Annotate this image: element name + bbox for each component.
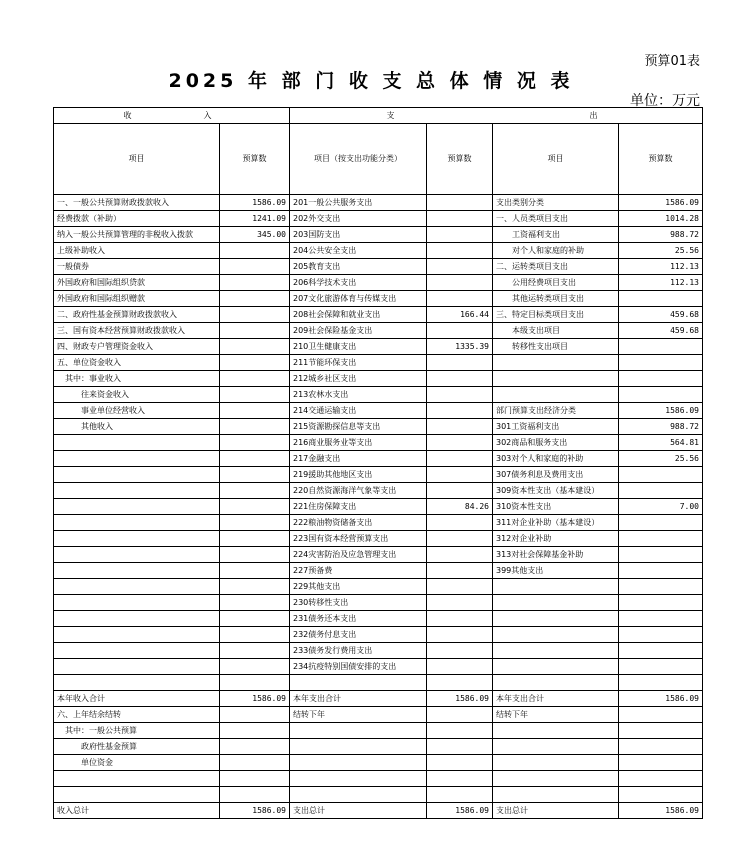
blank-row — [54, 787, 703, 803]
func-value-cell — [427, 195, 493, 211]
table-row — [54, 339, 703, 355]
carry-func-value — [427, 739, 493, 755]
expense-item-cell: 399其他支出 — [493, 563, 619, 579]
income-item-cell: 外国政府和国际组织赠款 — [54, 291, 220, 307]
table-row — [54, 499, 703, 515]
income-value-cell — [220, 307, 290, 323]
expense-item-cell: 二、运转类项目支出 — [493, 259, 619, 275]
carry-expense-value — [619, 755, 703, 771]
expense-value-cell: 988.72 — [619, 227, 703, 243]
income-total-label: 本年收入合计 — [54, 691, 220, 707]
func-value-cell — [427, 643, 493, 659]
table-row — [54, 403, 703, 419]
expense-value-cell: 25.56 — [619, 243, 703, 259]
income-item-cell — [54, 435, 220, 451]
func-value-cell — [427, 323, 493, 339]
blank-cell — [427, 771, 493, 787]
func-item-cell: 224灾害防治及应急管理支出 — [290, 547, 427, 563]
expense-value-cell — [619, 627, 703, 643]
income-item-cell: 四、财政专户管理资金收入 — [54, 339, 220, 355]
func-item-cell: 221住房保障支出 — [290, 499, 427, 515]
unit-label: 单位：万元 — [630, 93, 700, 109]
income-item-cell: 三、国有资本经营预算财政拨款收入 — [54, 323, 220, 339]
income-value-cell — [220, 387, 290, 403]
blank-cell — [619, 771, 703, 787]
grand-total-row — [54, 803, 703, 819]
expense-item-cell — [493, 627, 619, 643]
expense-value-cell: 1014.28 — [619, 211, 703, 227]
income-item-cell: 上级补助收入 — [54, 243, 220, 259]
blank-row — [54, 675, 703, 691]
expense-value-cell: 7.00 — [619, 499, 703, 515]
carry-row — [54, 739, 703, 755]
func-value-cell — [427, 515, 493, 531]
func-value-cell — [427, 403, 493, 419]
blank-row — [54, 771, 703, 787]
income-item-cell — [54, 499, 220, 515]
table-row — [54, 227, 703, 243]
expense-header-right: 出 — [589, 110, 606, 120]
expense-item-cell — [493, 643, 619, 659]
income-item-cell: 纳入一般公共预算管理的非税收入拨款 — [54, 227, 220, 243]
income-value-cell — [220, 643, 290, 659]
carry-func-label — [290, 739, 427, 755]
expense-item-cell: 309资本性支出（基本建设） — [493, 483, 619, 499]
func-value-cell: 166.44 — [427, 307, 493, 323]
table-row — [54, 515, 703, 531]
func-item-cell: 201一般公共服务支出 — [290, 195, 427, 211]
income-value-cell — [220, 627, 290, 643]
expense-item-cell: 310资本性支出 — [493, 499, 619, 515]
blank-cell — [54, 771, 220, 787]
expense-item-header: 项目 — [493, 124, 619, 195]
expense-budget-header: 预算数 — [619, 124, 703, 195]
carry-income-value — [220, 707, 290, 723]
income-item-cell: 二、政府性基金预算财政拨款收入 — [54, 307, 220, 323]
blank-cell — [54, 675, 220, 691]
income-item-cell — [54, 531, 220, 547]
expense-item-cell: 其他运转类项目支出 — [493, 291, 619, 307]
carry-income-label: 六、上年结余结转 — [54, 707, 220, 723]
blank-cell — [493, 771, 619, 787]
func-value-cell — [427, 467, 493, 483]
func-value-cell — [427, 611, 493, 627]
func-grand-label: 支出总计 — [290, 803, 427, 819]
expense-item-cell — [493, 371, 619, 387]
carry-income-label: 单位资金 — [54, 755, 220, 771]
income-item-cell — [54, 643, 220, 659]
expense-value-cell: 459.68 — [619, 307, 703, 323]
table-row — [54, 275, 703, 291]
table-row — [54, 211, 703, 227]
carry-expense-value — [619, 723, 703, 739]
func-item-cell: 216商业服务业等支出 — [290, 435, 427, 451]
expense-header-left: 支 — [386, 110, 403, 120]
func-value-cell — [427, 227, 493, 243]
blank-cell — [54, 787, 220, 803]
income-value-cell — [220, 515, 290, 531]
func-item-header: 项目（按支出功能分类） — [290, 124, 427, 195]
expense-grand-label: 支出总计 — [493, 803, 619, 819]
expense-value-cell: 112.13 — [619, 275, 703, 291]
income-value-cell — [220, 563, 290, 579]
func-value-cell — [427, 355, 493, 371]
table-row — [54, 451, 703, 467]
func-value-cell — [427, 659, 493, 675]
income-value-cell: 1586.09 — [220, 195, 290, 211]
expense-item-cell: 307债务利息及费用支出 — [493, 467, 619, 483]
table-row — [54, 419, 703, 435]
func-item-cell: 202外交支出 — [290, 211, 427, 227]
expense-item-cell: 一、人员类项目支出 — [493, 211, 619, 227]
income-value-cell — [220, 403, 290, 419]
income-item-cell: 五、单位资金收入 — [54, 355, 220, 371]
func-item-cell: 214交通运输支出 — [290, 403, 427, 419]
func-value-cell — [427, 243, 493, 259]
func-item-cell: 205教育支出 — [290, 259, 427, 275]
blank-cell — [290, 675, 427, 691]
expense-total-value: 1586.09 — [619, 691, 703, 707]
expense-value-cell — [619, 515, 703, 531]
carry-func-label: 结转下年 — [290, 707, 427, 723]
blank-cell — [427, 675, 493, 691]
blank-cell — [220, 771, 290, 787]
income-item-cell: 事业单位经营收入 — [54, 403, 220, 419]
table-row — [54, 627, 703, 643]
table-row — [54, 611, 703, 627]
expense-value-cell — [619, 483, 703, 499]
income-item-cell: 其他收入 — [54, 419, 220, 435]
func-item-cell: 212城乡社区支出 — [290, 371, 427, 387]
income-item-cell — [54, 563, 220, 579]
func-item-cell: 203国防支出 — [290, 227, 427, 243]
carry-func-value — [427, 707, 493, 723]
expense-value-cell — [619, 339, 703, 355]
func-value-cell — [427, 291, 493, 307]
carry-income-label: 其中：一般公共预算 — [54, 723, 220, 739]
income-value-cell — [220, 339, 290, 355]
expense-item-cell: 对个人和家庭的补助 — [493, 243, 619, 259]
income-value-cell — [220, 451, 290, 467]
table-row — [54, 307, 703, 323]
carry-expense-label — [493, 755, 619, 771]
carry-expense-label — [493, 739, 619, 755]
blank-cell — [493, 787, 619, 803]
func-item-cell: 223国有资本经营预算支出 — [290, 531, 427, 547]
blank-cell — [493, 675, 619, 691]
income-value-cell — [220, 483, 290, 499]
expense-value-cell — [619, 355, 703, 371]
income-item-cell: 经费拨款（补助） — [54, 211, 220, 227]
expense-value-cell — [619, 387, 703, 403]
expense-item-cell: 部门预算支出经济分类 — [493, 403, 619, 419]
carry-expense-value — [619, 707, 703, 723]
expense-value-cell: 564.81 — [619, 435, 703, 451]
table-row — [54, 435, 703, 451]
func-item-cell: 209社会保险基金支出 — [290, 323, 427, 339]
expense-value-cell: 988.72 — [619, 419, 703, 435]
table-row — [54, 291, 703, 307]
page-title: 2025 年 部 门 收 支 总 体 情 况 表 — [168, 70, 574, 92]
income-item-cell — [54, 515, 220, 531]
income-value-cell — [220, 467, 290, 483]
func-item-cell: 220自然资源海洋气象等支出 — [290, 483, 427, 499]
income-budget-header: 预算数 — [220, 124, 290, 195]
table-row — [54, 323, 703, 339]
expense-value-cell — [619, 643, 703, 659]
income-item-cell — [54, 611, 220, 627]
income-item-cell — [54, 451, 220, 467]
income-item-cell — [54, 483, 220, 499]
blank-cell — [619, 675, 703, 691]
func-value-cell — [427, 371, 493, 387]
blank-cell — [427, 787, 493, 803]
expense-value-cell: 25.56 — [619, 451, 703, 467]
carry-income-value — [220, 739, 290, 755]
expense-value-cell — [619, 659, 703, 675]
table-row — [54, 259, 703, 275]
income-value-cell — [220, 547, 290, 563]
income-value-cell — [220, 275, 290, 291]
expense-value-cell — [619, 547, 703, 563]
expense-value-cell — [619, 595, 703, 611]
expense-value-cell: 459.68 — [619, 323, 703, 339]
func-item-cell: 233债务发行费用支出 — [290, 643, 427, 659]
carry-expense-label: 结转下年 — [493, 707, 619, 723]
expense-grand-value: 1586.09 — [619, 803, 703, 819]
expense-value-cell — [619, 611, 703, 627]
carry-income-label: 政府性基金预算 — [54, 739, 220, 755]
expense-item-cell — [493, 595, 619, 611]
expense-item-cell: 支出类别分类 — [493, 195, 619, 211]
table-row — [54, 547, 703, 563]
income-value-cell — [220, 419, 290, 435]
func-item-cell: 215资源勘探信息等支出 — [290, 419, 427, 435]
table-row — [54, 531, 703, 547]
carry-expense-value — [619, 739, 703, 755]
func-item-cell: 204公共安全支出 — [290, 243, 427, 259]
func-value-cell: 84.26 — [427, 499, 493, 515]
func-item-cell: 210卫生健康支出 — [290, 339, 427, 355]
expense-item-cell: 303对个人和家庭的补助 — [493, 451, 619, 467]
table-row — [54, 467, 703, 483]
blank-cell — [619, 787, 703, 803]
expense-item-cell: 工资福利支出 — [493, 227, 619, 243]
table-row — [54, 595, 703, 611]
income-value-cell — [220, 243, 290, 259]
expense-value-cell — [619, 467, 703, 483]
func-item-cell: 206科学技术支出 — [290, 275, 427, 291]
carry-func-value — [427, 723, 493, 739]
expense-value-cell — [619, 291, 703, 307]
func-item-cell: 227预备费 — [290, 563, 427, 579]
income-value-cell — [220, 611, 290, 627]
income-value-cell — [220, 659, 290, 675]
income-item-cell: 往来资金收入 — [54, 387, 220, 403]
expense-item-cell: 转移性支出项目 — [493, 339, 619, 355]
expense-item-cell — [493, 355, 619, 371]
income-item-cell — [54, 627, 220, 643]
func-value-cell — [427, 595, 493, 611]
func-value-cell — [427, 435, 493, 451]
carry-row — [54, 707, 703, 723]
income-grand-label: 收入总计 — [54, 803, 220, 819]
income-value-cell: 1241.09 — [220, 211, 290, 227]
income-item-cell: 一般债券 — [54, 259, 220, 275]
expense-value-cell: 112.13 — [619, 259, 703, 275]
budget-table — [53, 107, 703, 819]
func-item-cell: 213农林水支出 — [290, 387, 427, 403]
table-row — [54, 387, 703, 403]
expense-item-cell: 311对企业补助（基本建设） — [493, 515, 619, 531]
income-total-value: 1586.09 — [220, 691, 290, 707]
income-value-cell — [220, 435, 290, 451]
income-item-header: 项目 — [54, 124, 220, 195]
income-value-cell — [220, 531, 290, 547]
func-item-cell: 229其他支出 — [290, 579, 427, 595]
expense-section-header — [290, 108, 703, 124]
func-grand-value: 1586.09 — [427, 803, 493, 819]
expense-item-cell: 公用经费项目支出 — [493, 275, 619, 291]
func-item-cell: 207文化旅游体育与传媒支出 — [290, 291, 427, 307]
income-item-cell — [54, 547, 220, 563]
income-item-cell — [54, 659, 220, 675]
blank-cell — [290, 771, 427, 787]
income-value-cell — [220, 291, 290, 307]
func-value-cell — [427, 563, 493, 579]
income-grand-value: 1586.09 — [220, 803, 290, 819]
func-value-cell — [427, 547, 493, 563]
income-item-cell — [54, 579, 220, 595]
func-item-cell: 211节能环保支出 — [290, 355, 427, 371]
table-row — [54, 243, 703, 259]
carry-func-label — [290, 723, 427, 739]
expense-item-cell: 三、特定目标类项目支出 — [493, 307, 619, 323]
table-row — [54, 643, 703, 659]
table-row — [54, 195, 703, 211]
table-row — [54, 659, 703, 675]
expense-value-cell: 1586.09 — [619, 403, 703, 419]
income-value-cell — [220, 371, 290, 387]
expense-item-cell: 302商品和服务支出 — [493, 435, 619, 451]
func-item-cell: 219援助其他地区支出 — [290, 467, 427, 483]
expense-item-cell — [493, 611, 619, 627]
func-value-cell — [427, 387, 493, 403]
table-row — [54, 579, 703, 595]
func-item-cell: 230转移性支出 — [290, 595, 427, 611]
expense-item-cell — [493, 659, 619, 675]
func-item-cell: 222粮油物资储备支出 — [290, 515, 427, 531]
income-section-header: 收 入 — [54, 108, 290, 124]
expense-value-cell: 1586.09 — [619, 195, 703, 211]
blank-cell — [290, 787, 427, 803]
func-budget-header: 预算数 — [427, 124, 493, 195]
form-number: 预算01表 — [644, 54, 700, 69]
carry-expense-label — [493, 723, 619, 739]
table-row — [54, 563, 703, 579]
func-value-cell — [427, 531, 493, 547]
carry-income-value — [220, 723, 290, 739]
table-row — [54, 483, 703, 499]
func-value-cell — [427, 627, 493, 643]
func-value-cell — [427, 275, 493, 291]
table-row — [54, 371, 703, 387]
func-value-cell — [427, 211, 493, 227]
carry-row — [54, 723, 703, 739]
func-item-cell: 231债务还本支出 — [290, 611, 427, 627]
func-value-cell — [427, 419, 493, 435]
carry-income-value — [220, 755, 290, 771]
income-value-cell — [220, 259, 290, 275]
func-item-cell: 208社会保障和就业支出 — [290, 307, 427, 323]
func-item-cell: 234抗疫特别国债安排的支出 — [290, 659, 427, 675]
func-total-value: 1586.09 — [427, 691, 493, 707]
func-value-cell: 1335.39 — [427, 339, 493, 355]
income-item-cell: 外国政府和国际组织贷款 — [54, 275, 220, 291]
expense-item-cell — [493, 579, 619, 595]
income-value-cell — [220, 499, 290, 515]
total-row — [54, 691, 703, 707]
func-item-cell: 217金融支出 — [290, 451, 427, 467]
income-value-cell — [220, 323, 290, 339]
income-value-cell — [220, 595, 290, 611]
expense-total-label: 本年支出合计 — [493, 691, 619, 707]
income-value-cell: 345.00 — [220, 227, 290, 243]
carry-func-value — [427, 755, 493, 771]
func-value-cell — [427, 259, 493, 275]
blank-cell — [220, 787, 290, 803]
income-item-cell — [54, 595, 220, 611]
expense-item-cell: 301工资福利支出 — [493, 419, 619, 435]
expense-value-cell — [619, 531, 703, 547]
expense-value-cell — [619, 563, 703, 579]
expense-item-cell: 本级支出项目 — [493, 323, 619, 339]
func-value-cell — [427, 451, 493, 467]
income-item-cell — [54, 467, 220, 483]
func-value-cell — [427, 579, 493, 595]
income-value-cell — [220, 579, 290, 595]
income-value-cell — [220, 355, 290, 371]
carry-row — [54, 755, 703, 771]
expense-item-cell: 312对企业补助 — [493, 531, 619, 547]
income-item-cell: 一、一般公共预算财政拨款收入 — [54, 195, 220, 211]
blank-cell — [220, 675, 290, 691]
func-value-cell — [427, 483, 493, 499]
carry-func-label — [290, 755, 427, 771]
expense-value-cell — [619, 579, 703, 595]
func-total-label: 本年支出合计 — [290, 691, 427, 707]
expense-value-cell — [619, 371, 703, 387]
table-row — [54, 355, 703, 371]
expense-item-cell: 313对社会保障基金补助 — [493, 547, 619, 563]
func-item-cell: 232债务付息支出 — [290, 627, 427, 643]
income-item-cell: 其中：事业收入 — [54, 371, 220, 387]
expense-item-cell — [493, 387, 619, 403]
